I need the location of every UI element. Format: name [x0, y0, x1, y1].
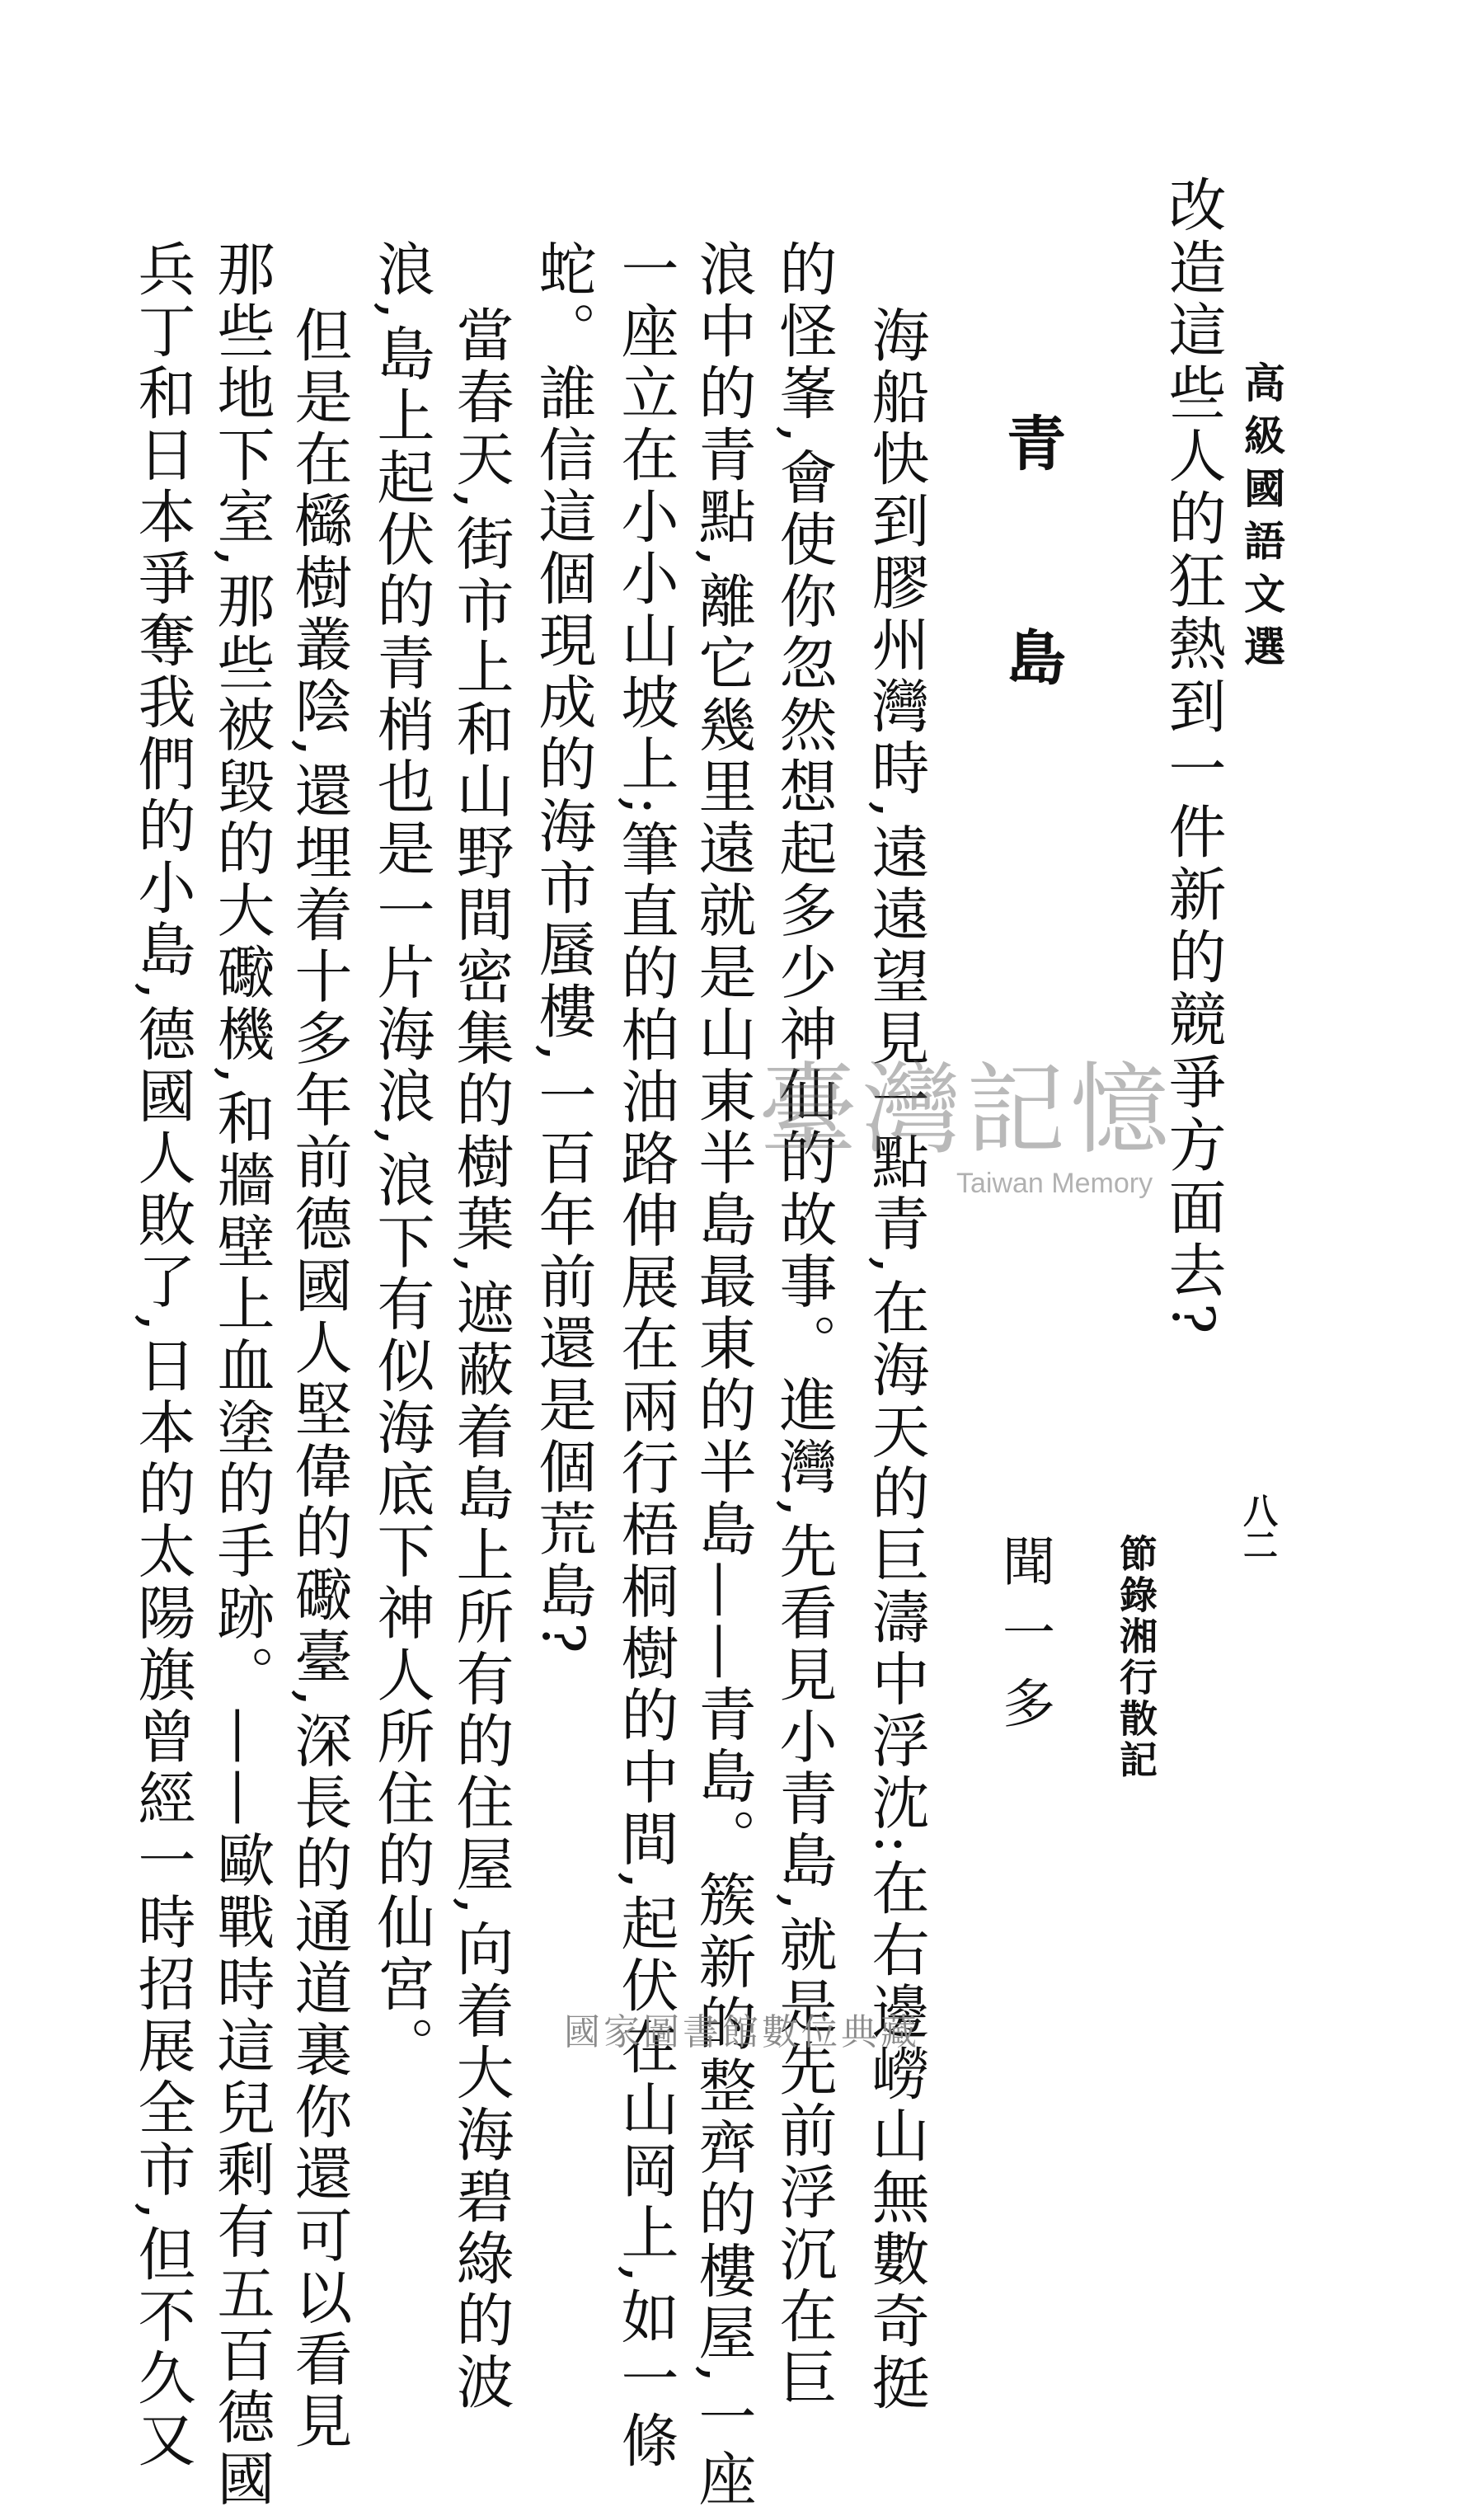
watermark-main-text: 臺灣記憶: [758, 1053, 1174, 1168]
body-text-line: 海船快到膠州灣時,遠遠望見一點青,在海天的巨濤中浮沈:在右邊嶗山無數奇挺: [862, 305, 930, 2415]
taiwan-memory-watermark: [758, 1031, 1174, 1200]
book-title: 高級國語文選: [1237, 361, 1286, 678]
body-text-line: 那些地下室,那些被毀的大礮機,和牆壁上血塗的手跡。——歐戰時這兒剩有五百德國: [208, 239, 275, 2511]
body-text-line: 兵丁和日本爭奪我們的小島,德國人敗了,日本的太陽旗曾經一時招展全市,但不久又: [129, 239, 196, 2471]
page-number: 八二: [1238, 1493, 1279, 1562]
continued-text-line: 改造這些人的狂熱到一件新的競爭方面去?: [1159, 175, 1227, 1339]
author-name: 聞一多: [993, 1534, 1054, 1747]
body-text-line: 但是在櫾樹叢陰,還埋着十多年前德國人堅偉的礮臺,深長的通道裏你還可以看見: [285, 305, 353, 2453]
footer-collection-label: 國家圖書館數位典藏: [564, 2011, 920, 2053]
body-text-line: 浪,島上起伏的青梢也是一片海浪,浪下有似海底下神人所住的仙宮。: [368, 239, 435, 2078]
body-text-line: 浪中的青點,離它幾里遠就是山東半島最東的半島——青島。簇新的整齊的樓屋,一座: [689, 239, 757, 2511]
body-text-line: 蛇。誰信這個現成的海市蜃樓,一百年前還是個荒島?: [529, 239, 597, 1658]
body-text-line: 一座立在小小山坡上;筆直的柏油路伸展在兩行梧桐樹的中間,起伏在山岡上,如一條: [612, 239, 679, 2473]
article-title-char-1: 青: [997, 412, 1067, 472]
article-title-char-2: 島: [997, 627, 1067, 686]
body-text-line: 的怪峯,會使你忽然想起多少神仙的故事。進灣,先看見小青島,就是先前浮沉在巨: [770, 239, 838, 2410]
watermark-sub-text: Taiwan Memory: [956, 1168, 1153, 1199]
body-text-line: 當春天,街市上和山野間密集的樹葉,遮蔽着島上所有的住屋,向着大海碧綠的波: [447, 305, 514, 2414]
source-note: 節錄湘行散記: [1114, 1534, 1158, 1781]
